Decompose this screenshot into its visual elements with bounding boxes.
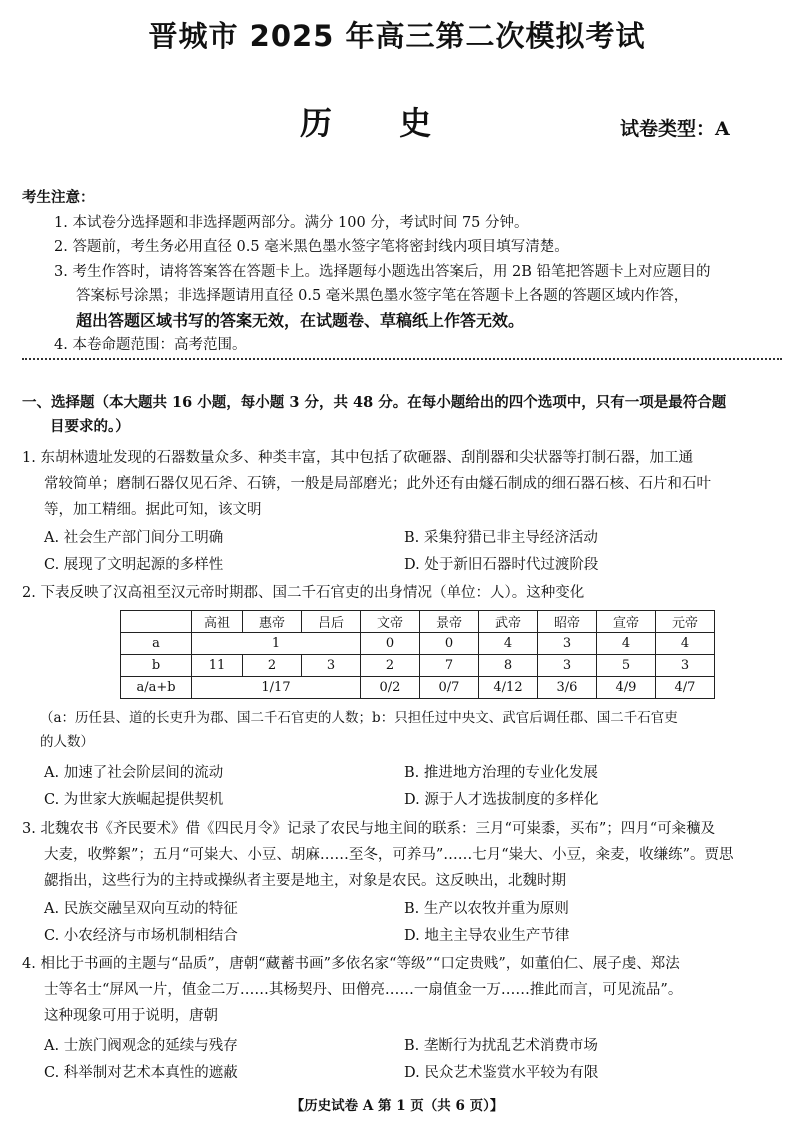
exam-notice xyxy=(22,186,782,360)
table-cell: 4 xyxy=(479,633,538,655)
question-3-options xyxy=(44,896,764,950)
question-line: 2. 下表反映了汉高祖至汉元帝时期郡、国二千石官吏的出身情况（单位：人）。这种变化 xyxy=(22,585,585,601)
question-4-stem xyxy=(22,951,774,1029)
question-2-table-note xyxy=(40,706,780,754)
option-b[interactable]: B. 推进地方治理的专业化发展 xyxy=(404,765,598,781)
table-cell: 4/9 xyxy=(597,677,656,699)
table-header-cell: 惠帝 xyxy=(243,611,302,633)
table-cell: 3 xyxy=(656,655,715,677)
notice-item: 3. 考生作答时，请将答案答在答题卡上。选择题每小题选出答案后，用 2B 铅笔把答题卡上对应题目的 xyxy=(54,263,711,280)
table-cell: 0 xyxy=(361,633,420,655)
question-2-stem xyxy=(22,580,774,606)
option-c[interactable]: C. 为世家大族崛起提供契机 xyxy=(44,792,224,808)
question-line: 这种现象可用于说明，唐朝 xyxy=(44,1008,218,1024)
question-line: 常较简单；磨制石器仅见石斧、石锛，一般是局部磨光；此外还有由燧石制成的细石器石核、石片和石叶 xyxy=(44,476,711,492)
option-a[interactable]: A. 加速了社会阶层间的流动 xyxy=(44,765,224,781)
table-cell: a xyxy=(121,633,192,655)
table-cell: 7 xyxy=(420,655,479,677)
question-line: 士等名士“屏风一片，值金二万……其杨契丹、田僧亮……一扇值金一万……推此而言，可见流品”。 xyxy=(44,982,683,998)
table-cell: 2 xyxy=(243,655,302,677)
question-2-options xyxy=(44,760,764,814)
table-cell: 11 xyxy=(192,655,243,677)
question-3-stem xyxy=(22,816,774,894)
table-cell: 5 xyxy=(597,655,656,677)
question-line: 1. 东胡林遗址发现的石器数量众多、种类丰富，其中包括了砍砸器、刮削器和尖状器等打制石器，加工通 xyxy=(22,450,693,466)
table-cell: 3 xyxy=(302,655,361,677)
question-4-options xyxy=(44,1033,764,1087)
table-header-cell: 武帝 xyxy=(479,611,538,633)
table-row xyxy=(121,633,715,655)
table-cell: 4 xyxy=(656,633,715,655)
option-a[interactable]: A. 民族交融呈双向互动的特征 xyxy=(44,901,238,917)
exam-title: 晋城市 2025 年高三第二次模拟考试 xyxy=(148,19,646,53)
option-d[interactable]: D. 源于人才选拔制度的多样化 xyxy=(404,792,599,808)
table-header-cell: 景帝 xyxy=(420,611,479,633)
option-d[interactable]: D. 民众艺术鉴赏水平较为有限 xyxy=(404,1065,599,1081)
table-header-row xyxy=(121,611,715,633)
question-line: 4. 相比于书画的主题与“品质”，唐朝“藏蓄书画”多依名家“等级”“口定贵贱”，如董伯仁、展子虔、郑法 xyxy=(22,956,680,972)
table-cell: 4 xyxy=(597,633,656,655)
table-header-cell: 吕后 xyxy=(302,611,361,633)
table-row xyxy=(121,677,715,699)
note-line: 的人数） xyxy=(40,734,94,750)
page-footer: 【历史试卷 A 第 1 页（共 6 页）】 xyxy=(290,1098,504,1114)
option-d[interactable]: D. 处于新旧石器时代过渡阶段 xyxy=(404,557,599,573)
section-heading-line: 目要求的。） xyxy=(50,418,130,435)
table-header-cell: 宣帝 xyxy=(597,611,656,633)
option-d[interactable]: D. 地主主导农业生产节律 xyxy=(404,928,570,944)
paper-type: 试卷类型：A xyxy=(620,118,730,140)
table-header-cell: 文帝 xyxy=(361,611,420,633)
question-line: 大麦，收弊絮”；五月“可粜大、小豆、胡麻……至冬，可养马”……七月“粜大、小豆，籴麦，收缣练”。贾思 xyxy=(44,847,734,863)
table-header-cell: 元帝 xyxy=(656,611,715,633)
table-cell: b xyxy=(121,655,192,677)
option-c[interactable]: C. 科举制对艺术本真性的遮蔽 xyxy=(44,1065,238,1081)
notice-heading: 考生注意： xyxy=(22,189,95,206)
table-cell: 4/12 xyxy=(479,677,538,699)
table-cell: a/a+b xyxy=(121,677,192,699)
question-line: 等，加工精细。据此可知，该文明 xyxy=(44,502,262,518)
table-header-cell: 昭帝 xyxy=(538,611,597,633)
question-line: 勰指出，这些行为的主持或操纵者主要是地主，对象是农民。这反映出，北魏时期 xyxy=(44,873,566,889)
option-b[interactable]: B. 垄断行为扰乱艺术消费市场 xyxy=(404,1038,598,1054)
table-cell: 3/6 xyxy=(538,677,597,699)
table-cell: 3 xyxy=(538,633,597,655)
table-cell: 0/7 xyxy=(420,677,479,699)
notice-item: 1. 本试卷分选择题和非选择题两部分。满分 100 分，考试时间 75 分钟。 xyxy=(54,214,529,231)
option-a[interactable]: A. 社会生产部门间分工明确 xyxy=(44,530,224,546)
section-heading-line: 一、选择题（本大题共 16 小题，每小题 3 分，共 48 分。在每小题给出的四个选项中，只有一项是最符合题 xyxy=(22,394,727,411)
option-b[interactable]: B. 生产以农牧并重为原则 xyxy=(404,901,569,917)
question-2-table xyxy=(120,610,715,699)
question-line: 3. 北魏农书《齐民要术》借《四民月令》记录了农民与地主间的联系：三月“可粜黍，买布”；四月“可籴穬及 xyxy=(22,821,716,837)
table-cell: 1/17 xyxy=(192,677,361,699)
table-cell: 0 xyxy=(420,633,479,655)
question-1-options xyxy=(44,525,764,579)
table-cell: 0/2 xyxy=(361,677,420,699)
option-c[interactable]: C. 展现了文明起源的多样性 xyxy=(44,557,224,573)
table-cell: 4/7 xyxy=(656,677,715,699)
option-c[interactable]: C. 小农经济与市场机制相结合 xyxy=(44,928,238,944)
table-cell: 2 xyxy=(361,655,420,677)
option-a[interactable]: A. 士族门阀观念的延续与残存 xyxy=(44,1038,238,1054)
table-cell: 1 xyxy=(192,633,361,655)
question-1-stem xyxy=(22,445,774,523)
notice-item-emphasis: 超出答题区域书写的答案无效，在试题卷、草稿纸上作答无效。 xyxy=(76,310,525,330)
section-heading xyxy=(22,391,774,439)
table-header-cell: 高祖 xyxy=(192,611,243,633)
note-line: （a：历任县、道的长吏升为郡、国二千石官吏的人数；b：只担任过中央文、武官后调任郡、国二千石官吏 xyxy=(40,710,678,726)
notice-item: 4. 本卷命题范围：高考范围。 xyxy=(22,333,782,360)
option-b[interactable]: B. 采集狩猎已非主导经济活动 xyxy=(404,530,598,546)
subject-title: 历 史 xyxy=(300,104,460,142)
notice-item: 2. 答题前，考生务必用直径 0.5 毫米黑色墨水签字笔将密封线内项目填写清楚。 xyxy=(54,239,569,255)
notice-item-continued: 答案标号涂黑；非选择题请用直径 0.5 毫米黑色墨水签字笔在答题卡上各题的答题区域内作答， xyxy=(76,288,689,304)
table-cell xyxy=(121,611,192,633)
table-cell: 3 xyxy=(538,655,597,677)
table-cell: 8 xyxy=(479,655,538,677)
table-row xyxy=(121,655,715,677)
